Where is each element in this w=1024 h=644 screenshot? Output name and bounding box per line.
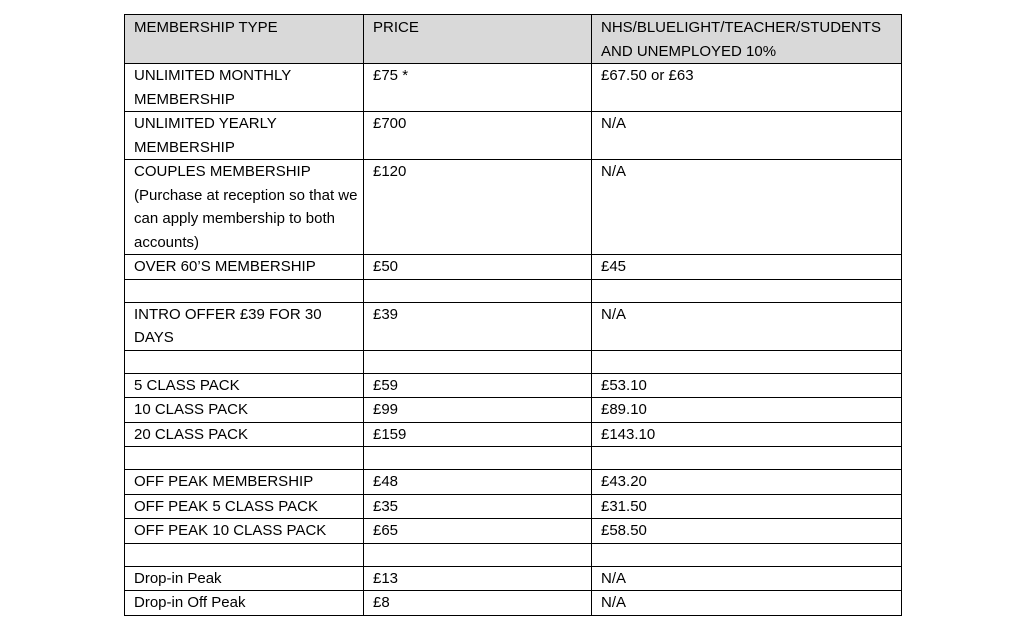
discount-price-cell: N/A <box>592 160 902 255</box>
price-cell: £13 <box>364 566 592 591</box>
membership-type-cell: 5 CLASS PACK <box>125 373 364 398</box>
table-row-empty <box>125 350 902 373</box>
price-cell <box>364 447 592 470</box>
discount-price-cell: N/A <box>592 591 902 616</box>
price-cell: £48 <box>364 470 592 495</box>
membership-type-cell: 10 CLASS PACK <box>125 398 364 423</box>
table-row <box>125 398 902 423</box>
table-row <box>125 160 902 255</box>
header-membership-type: MEMBERSHIP TYPE <box>125 15 364 64</box>
discount-price-cell: £31.50 <box>592 494 902 519</box>
membership-type-cell <box>125 543 364 566</box>
header-price: PRICE <box>364 15 592 64</box>
price-cell: £65 <box>364 519 592 544</box>
discount-price-cell: N/A <box>592 112 902 160</box>
membership-price-table <box>124 14 902 616</box>
discount-price-cell: £43.20 <box>592 470 902 495</box>
membership-type-cell: OFF PEAK 10 CLASS PACK <box>125 519 364 544</box>
discount-price-cell: £45 <box>592 255 902 280</box>
membership-type-cell: Drop-in Peak <box>125 566 364 591</box>
membership-type-cell: COUPLES MEMBERSHIP (Purchase at reception so that we can apply membership to both accounts) <box>125 160 364 255</box>
membership-type-cell: UNLIMITED MONTHLY MEMBERSHIP <box>125 64 364 112</box>
table-row <box>125 112 902 160</box>
table-row <box>125 470 902 495</box>
discount-price-cell: £53.10 <box>592 373 902 398</box>
price-cell: £59 <box>364 373 592 398</box>
price-cell: £159 <box>364 422 592 447</box>
discount-price-cell <box>592 543 902 566</box>
discount-price-cell <box>592 350 902 373</box>
price-cell: £120 <box>364 160 592 255</box>
price-cell: £39 <box>364 302 592 350</box>
membership-type-cell <box>125 350 364 373</box>
discount-price-cell: £89.10 <box>592 398 902 423</box>
table-row <box>125 494 902 519</box>
table-row <box>125 255 902 280</box>
price-cell: £8 <box>364 591 592 616</box>
table-row <box>125 373 902 398</box>
membership-type-cell <box>125 279 364 302</box>
membership-type-cell: INTRO OFFER £39 FOR 30 DAYS <box>125 302 364 350</box>
membership-type-cell: OFF PEAK 5 CLASS PACK <box>125 494 364 519</box>
table-row <box>125 422 902 447</box>
membership-type-cell <box>125 447 364 470</box>
price-cell <box>364 279 592 302</box>
price-cell: £99 <box>364 398 592 423</box>
discount-price-cell <box>592 447 902 470</box>
table-row <box>125 591 902 616</box>
membership-type-cell: OFF PEAK MEMBERSHIP <box>125 470 364 495</box>
discount-price-cell: N/A <box>592 566 902 591</box>
discount-price-cell: N/A <box>592 302 902 350</box>
price-cell: £700 <box>364 112 592 160</box>
table-row-empty <box>125 543 902 566</box>
price-cell <box>364 350 592 373</box>
discount-price-cell <box>592 279 902 302</box>
membership-type-cell: UNLIMITED YEARLY MEMBERSHIP <box>125 112 364 160</box>
table-header <box>125 15 902 64</box>
table-row <box>125 519 902 544</box>
price-cell <box>364 543 592 566</box>
table-row-empty <box>125 447 902 470</box>
membership-type-cell: OVER 60’S MEMBERSHIP <box>125 255 364 280</box>
table-row <box>125 64 902 112</box>
discount-price-cell: £143.10 <box>592 422 902 447</box>
membership-type-cell: 20 CLASS PACK <box>125 422 364 447</box>
membership-type-cell: Drop-in Off Peak <box>125 591 364 616</box>
discount-price-cell: £58.50 <box>592 519 902 544</box>
price-cell: £35 <box>364 494 592 519</box>
price-cell: £75 * <box>364 64 592 112</box>
table-row <box>125 566 902 591</box>
table-row <box>125 302 902 350</box>
discount-price-cell: £67.50 or £63 <box>592 64 902 112</box>
table-row-empty <box>125 279 902 302</box>
price-cell: £50 <box>364 255 592 280</box>
header-discount-price: NHS/BLUELIGHT/TEACHER/STUDENTS AND UNEMPLOYED 10% <box>592 15 902 64</box>
table-body <box>125 64 902 616</box>
header-row <box>125 15 902 64</box>
